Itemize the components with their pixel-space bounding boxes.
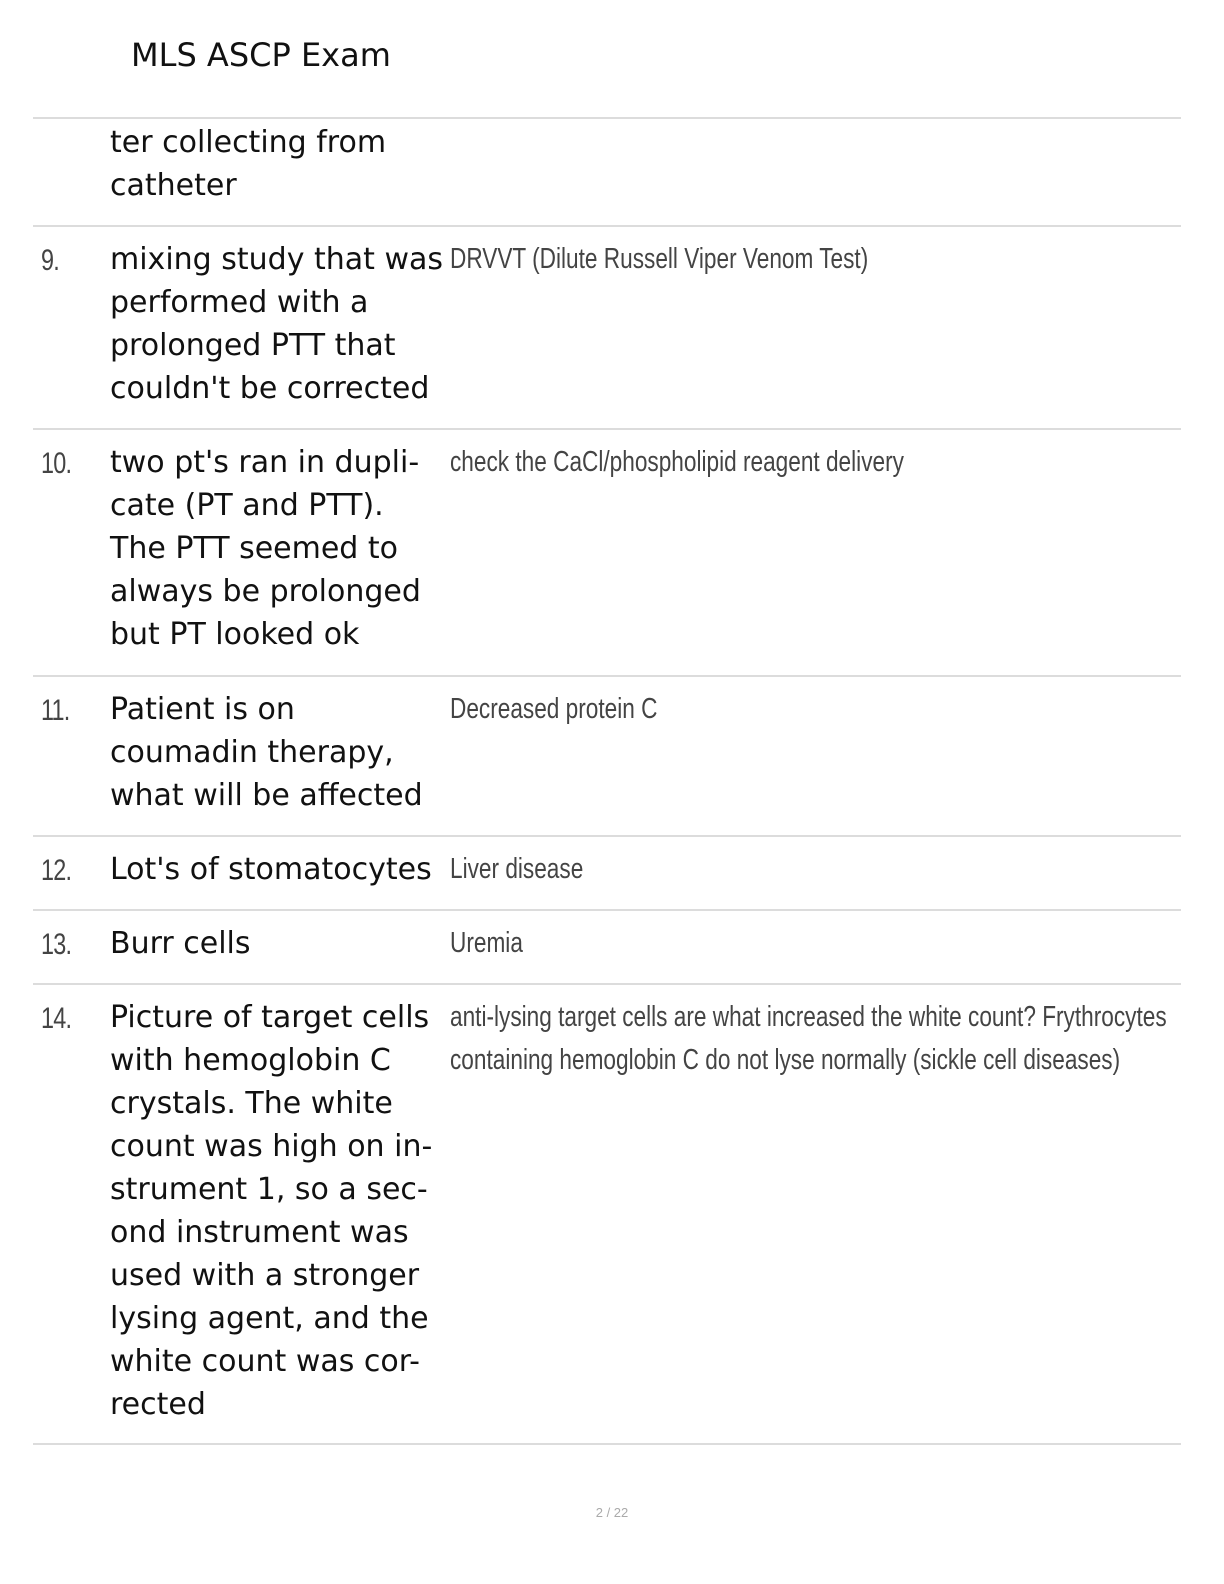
- table-row: [33, 430, 1181, 677]
- question-text: mixing study that was performed with a prolonged PTT that couldn't be corrected: [110, 242, 443, 406]
- table-row: [33, 985, 1181, 1445]
- page-number: 2 / 22: [595, 1505, 629, 1520]
- answer-text: Decreased protein C: [450, 693, 658, 725]
- question-text: Burr cells: [110, 926, 251, 961]
- question-text: Lot's of stomatocytes: [110, 852, 432, 887]
- answer-text: anti-lysing target cells are what increased the white count? Frythrocytes containing hemoglobin C do not lyse normally (sickle cell diseases): [450, 1001, 1167, 1076]
- document-title: MLS ASCP Exam: [131, 36, 391, 74]
- question-text: Patient is on coumadin therapy, what will be affected: [110, 692, 423, 813]
- answer-text: check the CaCl/phospholipid reagent delivery: [450, 446, 904, 478]
- question-text: two pt's ran in dupli- cate (PT and PTT). The PTT seemed to always be prolonged but PT looked ok: [110, 445, 421, 652]
- answer-text: Uremia: [450, 927, 523, 959]
- row-number: 10.: [41, 447, 72, 480]
- question-text: Picture of target cells with hemoglobin C crystals. The white count was high on in- strument 1, so a sec- ond instrument was used with a stronger lysing agent, and the white count was cor- rected: [110, 1000, 433, 1422]
- table-row: [33, 911, 1181, 985]
- row-number: 9.: [41, 244, 59, 277]
- table-row: [33, 837, 1181, 911]
- table-row: [33, 227, 1181, 430]
- row-number: 14.: [41, 1002, 72, 1035]
- answer-text: DRVVT (Dilute Russell Viper Venom Test): [450, 243, 869, 275]
- row-number: 12.: [41, 854, 72, 887]
- answer-text: Liver disease: [450, 853, 584, 885]
- table-row: [33, 119, 1181, 227]
- flashcard-table: [33, 117, 1181, 1445]
- row-number: 13.: [41, 928, 72, 961]
- question-text: ter collecting from catheter: [110, 125, 387, 203]
- row-number: 11.: [41, 694, 70, 727]
- table-row: [33, 677, 1181, 837]
